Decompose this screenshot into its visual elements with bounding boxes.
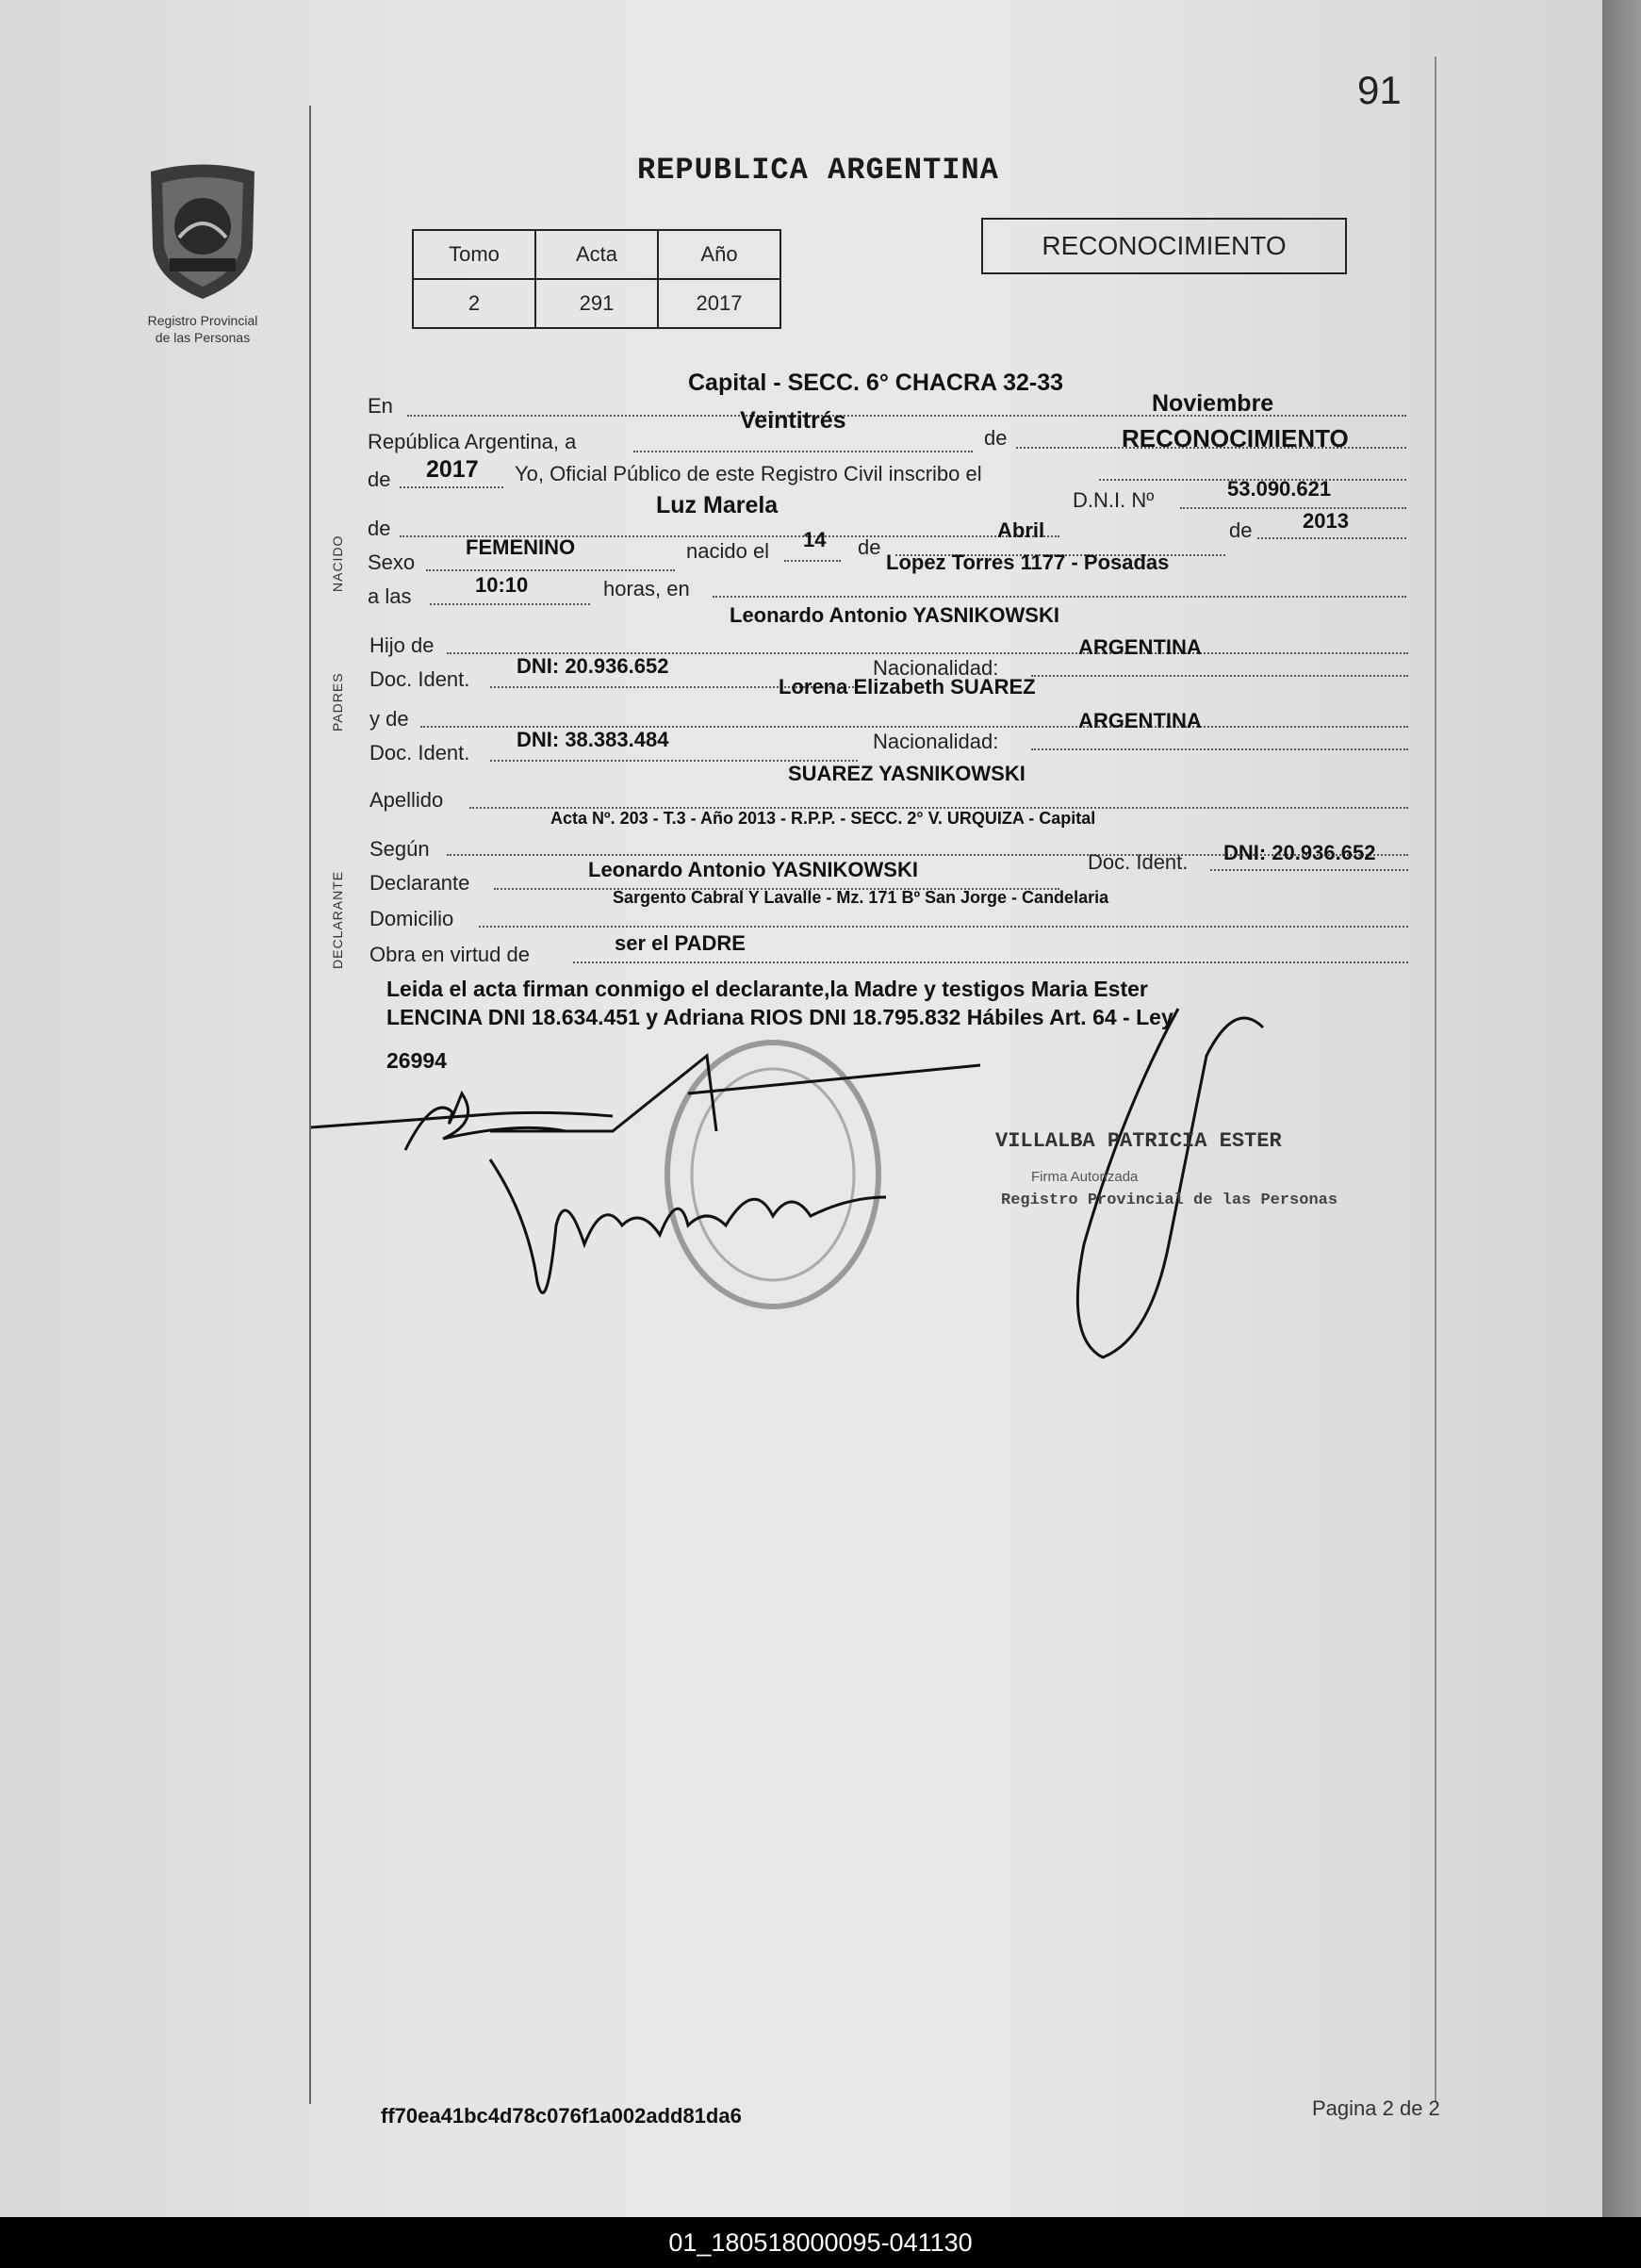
label-segun: Según [369,837,430,861]
official-office: Registro Provincial de las Personas [1001,1192,1338,1209]
fill-line [1210,869,1408,871]
value-birth-month: Abril [997,518,1045,542]
fill-line [633,451,973,452]
seal-caption-line2: de las Personas [155,330,251,345]
page-edge-shadow [1602,0,1641,2217]
value-address: Sargento Cabral Y Lavalle - Mz. 171 Bº San Jorge - Candelaria [613,888,1109,907]
header-acta: Acta [535,230,658,279]
country-title: REPUBLICA ARGENTINA [637,153,999,188]
label-de-month-2: de [1229,518,1253,542]
label-domicilio: Domicilio [369,907,454,930]
header-tomo: Tomo [413,230,535,279]
document-hash: ff70ea41bc4d78c076f1a002add81da6 [381,2104,742,2128]
signature-stroke-3 [490,1056,716,1131]
page-number: 91 [1357,68,1402,112]
section-label-declarante: DECLARANTE [330,870,345,969]
value-month: Noviembre [1152,390,1274,417]
value-birth-place: Lopez Torres 1177 - Posadas [886,551,1170,574]
act-type-box: RECONOCIMIENTO [981,218,1347,274]
province-seal [141,162,264,304]
value-ano: 2017 [658,279,780,328]
label-apellido: Apellido [369,788,444,812]
value-declarant-doc: DNI: 20.936.652 [1223,841,1376,864]
label-sexo: Sexo [368,551,416,574]
value-act: RECONOCIMIENTO [1122,424,1349,452]
fill-line [479,926,1408,928]
label-doc-ident-1: Doc. Ident. [369,667,470,691]
official-name: VILLALBA PATRICIA ESTER [995,1129,1282,1153]
signature-stroke-5 [490,1159,886,1292]
label-de-year: de [368,468,391,491]
pagination: Pagina 2 de 2 [1312,2096,1440,2120]
label-nacionalidad-1: Nacionalidad: [873,656,999,680]
label-obra: Obra en virtud de [369,943,530,966]
label-de-name: de [368,517,391,540]
value-father-doc: DNI: 20.936.652 [517,654,669,678]
signature-stroke-2 [405,1093,566,1150]
section-label-padres: PADRES [330,672,345,731]
value-acta: 291 [535,279,658,328]
fill-line [1257,537,1406,539]
value-father: Leonardo Antonio YASNIKOWSKI [730,603,1059,627]
registry-table [412,229,781,329]
fill-line [1031,675,1408,677]
section-label-nacido: NACIDO [330,534,345,592]
closing-line-1: Leida el acta firman conmigo el declarante,la Madre y testigos Maria Ester [386,977,1148,1001]
label-a-las: a las [368,584,412,608]
value-surname: SUAREZ YASNIKOWSKI [788,762,1026,785]
value-reason: ser el PADRE [615,931,746,955]
value-year: 2017 [426,456,479,483]
label-oficial: Yo, Oficial Público de este Registro Civil inscribo el [515,462,982,485]
signatures-graphic [302,1037,1018,1339]
fill-line [1031,748,1408,750]
fill-line [426,569,675,571]
value-according-to: Acta Nº. 203 - T.3 - Año 2013 - R.P.P. - SECC. 2° V. URQUIZA - Capital [550,809,1096,828]
seal-caption-line1: Registro Provincial [147,313,258,328]
coat-of-arms-icon [141,162,264,304]
value-declarant: Leonardo Antonio YASNIKOWSKI [588,858,918,881]
value-dni: 53.090.621 [1227,477,1332,501]
fill-line [573,961,1408,963]
label-republica: República Argentina, a [368,430,577,453]
value-mother-nat: ARGENTINA [1078,709,1202,732]
label-horas-en: horas, en [603,577,690,600]
label-nacionalidad-2: Nacionalidad: [873,730,999,753]
value-birth-time: 10:10 [475,573,529,597]
value-name: Luz Marela [656,492,779,518]
fill-line [1180,507,1406,509]
official-signature-graphic [1065,999,1291,1376]
value-day-words: Veintitrés [740,407,846,434]
value-tomo: 2 [413,279,535,328]
closing-line-3: 26994 [386,1048,447,1073]
label-de-day: de [858,535,881,559]
label-en: En [368,394,393,418]
label-de-month: de [984,426,1008,450]
right-margin-rule [1435,57,1436,2102]
value-mother-doc: DNI: 38.383.484 [517,728,669,751]
label-y-de: y de [369,707,409,731]
value-sex: FEMENINO [466,535,576,559]
fill-line [784,560,841,562]
label-nacido-el: nacido el [686,539,770,563]
fill-line [713,596,1406,598]
value-place: Capital - SECC. 6° CHACRA 32-33 [688,370,1064,396]
value-birth-day: 14 [803,528,827,551]
label-doc-ident-2: Doc. Ident. [369,741,470,764]
fill-line [430,603,590,605]
value-mother: Lorena Elizabeth SUAREZ [779,675,1036,698]
official-role: Firma Autorizada [1031,1169,1139,1185]
label-doc-ident-3: Doc. Ident. [1088,850,1189,874]
label-hijo-de: Hijo de [369,633,435,657]
value-birth-year: 2013 [1303,509,1349,533]
fill-line [400,486,503,488]
label-dni: D.N.I. Nº [1073,488,1155,512]
closing-line-2: LENCINA DNI 18.634.451 y Adriana RIOS DNI 18.795.832 Hábiles Art. 64 - Ley [386,1005,1173,1029]
header-ano: Año [658,230,780,279]
value-father-nat: ARGENTINA [1078,635,1202,659]
signature-stroke-4 [688,1065,980,1093]
label-declarante: Declarante [369,871,470,895]
bottom-caption: 01_180518000095-041130 [668,2228,973,2257]
